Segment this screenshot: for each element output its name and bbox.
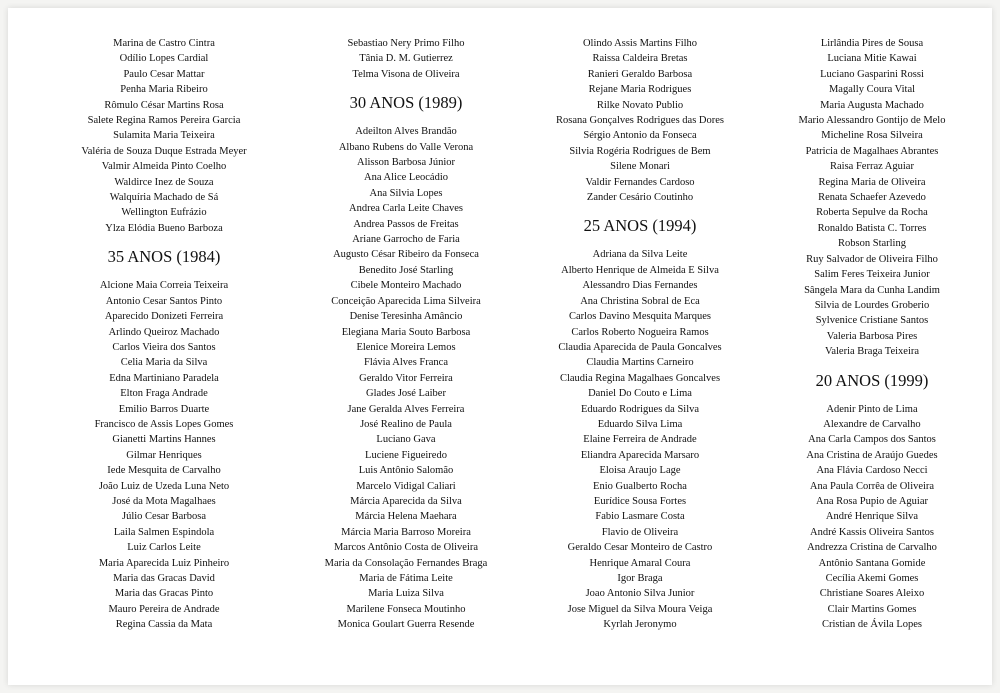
- column-1: [44, 36, 284, 633]
- name-entry: Luciana Mitie Kawai: [827, 53, 917, 65]
- name-entry: Patricia de Magalhaes Abrantes: [805, 145, 939, 157]
- name-entry: Marcelo Vidigal Caliari: [356, 480, 456, 492]
- name-entry: Antonio Cesar Santos Pinto: [105, 295, 223, 307]
- name-list: [44, 278, 284, 632]
- name-entry: Monica Goulart Guerra Resende: [337, 619, 475, 631]
- name-entry: Júlio Cesar Barbosa: [122, 511, 206, 523]
- name-entry: Flávia Alves Franca: [364, 357, 448, 369]
- name-entry: Maria da Consolação Fernandes Braga: [324, 557, 488, 569]
- name-entry: Elenice Moreira Lemos: [356, 341, 456, 353]
- name-entry: Benedito José Starling: [358, 264, 454, 276]
- name-entry: Marcos Antônio Costa de Oliveira: [333, 542, 479, 554]
- name-entry: Sérgio Antonio da Fonseca: [583, 130, 697, 142]
- name-entry: Silvia de Lourdes Groberio: [814, 299, 930, 311]
- name-entry: Luiz Carlos Leite: [127, 542, 201, 554]
- name-entry: Gilmar Henriques: [126, 449, 202, 461]
- document-page: [8, 8, 992, 685]
- name-entry: Carlos Davino Mesquita Marques: [568, 311, 712, 323]
- name-entry: Raissa Caldeira Bretas: [592, 53, 688, 65]
- name-entry: Andrea Passos de Freitas: [353, 218, 459, 230]
- name-entry: Laila Salmen Espindola: [113, 526, 215, 538]
- name-entry: Luciano Gasparini Rossi: [820, 68, 924, 80]
- name-entry: Ana Carla Campos dos Santos: [808, 434, 936, 446]
- name-entry: Maria Luiza Silva: [368, 588, 444, 600]
- name-entry: Silene Monari: [610, 161, 670, 173]
- name-entry: Mario Alessandro Gontijo de Melo: [798, 115, 946, 127]
- name-entry: Carlos Vieira dos Santos: [112, 341, 216, 353]
- name-entry: Luis Antônio Salomão: [358, 465, 454, 477]
- name-entry: Walquíria Machado de Sá: [109, 192, 219, 204]
- name-entry: Aparecido Donizeti Ferreira: [104, 311, 224, 323]
- name-entry: Valeria Barbosa Pires: [826, 330, 918, 342]
- name-entry: Ana Alice Leocádio: [364, 172, 448, 184]
- name-entry: Christiane Soares Aleixo: [819, 588, 925, 600]
- name-entry: Albano Rubens do Valle Verona: [338, 141, 474, 153]
- section-heading: 35 ANOS (1984): [107, 247, 221, 267]
- name-entry: Mauro Pereira de Andrade: [108, 603, 220, 615]
- name-entry: Rômulo César Martins Rosa: [104, 99, 224, 111]
- name-entry: Valdir Fernandes Cardoso: [585, 176, 695, 188]
- name-entry: Adeilton Alves Brandão: [355, 126, 457, 138]
- name-entry: Flavio de Oliveira: [601, 526, 679, 538]
- name-entry: Cibele Monteiro Machado: [350, 280, 462, 292]
- name-entry: Antônio Santana Gomide: [818, 557, 926, 569]
- name-entry: Márcia Maria Barroso Moreira: [341, 526, 471, 538]
- name-entry: Andrea Carla Leite Chaves: [349, 203, 463, 215]
- name-entry: Magally Coura Vital: [828, 84, 916, 96]
- name-entry: Henrique Amaral Coura: [589, 557, 691, 569]
- name-entry: Denise Teresinha Amâncio: [349, 311, 463, 323]
- name-list: [286, 124, 526, 632]
- name-entry: Salete Regina Ramos Pereira Garcia: [87, 115, 241, 127]
- name-list: [520, 247, 760, 632]
- name-entry: Alexandre de Carvalho: [823, 418, 921, 430]
- name-entry: Conceição Aparecida Lima Silveira: [331, 295, 481, 307]
- name-entry: Ronaldo Batista C. Torres: [817, 222, 927, 234]
- section-heading: 30 ANOS (1989): [349, 93, 463, 113]
- name-entry: Robson Starling: [838, 238, 906, 250]
- name-entry: Maria das Gracas Pinto: [114, 588, 214, 600]
- name-entry: Sylvenice Cristiane Santos: [815, 315, 929, 327]
- name-entry: Igor Braga: [617, 573, 663, 584]
- name-entry: Paulo Cesar Mattar: [123, 68, 205, 80]
- name-entry: Claudia Regina Magalhaes Goncalves: [559, 372, 721, 384]
- name-entry: Regina Cassia da Mata: [115, 619, 213, 631]
- name-entry: Luciano Gava: [376, 434, 436, 446]
- name-entry: Jane Geralda Alves Ferreira: [347, 403, 465, 415]
- name-entry: João Luiz de Uzeda Luna Neto: [98, 480, 230, 492]
- name-entry: Ana Cristina de Araújo Guedes: [806, 449, 938, 461]
- name-entry: Rejane Maria Rodrigues: [588, 84, 692, 96]
- column-3: [520, 36, 760, 633]
- name-entry: Maria das Gracas David: [113, 573, 215, 584]
- name-entry: José da Mota Magalhaes: [112, 495, 216, 507]
- name-entry: André Henrique Silva: [825, 511, 919, 523]
- name-entry: André Kassis Oliveira Santos: [810, 526, 934, 538]
- name-entry: Glades José Laiber: [366, 388, 446, 400]
- name-entry: Adriana da Silva Leite: [592, 249, 688, 261]
- name-entry: Márcia Helena Maehara: [355, 511, 457, 523]
- section-heading: 20 ANOS (1999): [815, 370, 929, 390]
- name-entry: Ruy Salvador de Oliveira Filho: [806, 253, 938, 265]
- name-entry: Odílio Lopes Cardial: [119, 53, 209, 65]
- name-entry: Micheline Rosa Silveira: [821, 130, 923, 142]
- name-entry: Valmir Almeida Pinto Coelho: [101, 161, 227, 173]
- name-entry: Eliandra Aparecida Marsaro: [580, 449, 700, 461]
- name-entry: Alisson Barbosa Júnior: [357, 157, 455, 169]
- name-entry: Ana Paula Corrêa de Oliveira: [809, 480, 935, 492]
- name-entry: Olindo Assis Martins Filho: [582, 38, 698, 49]
- name-entry: Wellington Eufrázio: [121, 207, 207, 219]
- name-entry: Kyrlah Jeronymo: [603, 619, 677, 631]
- name-entry: Valeria Braga Teixeira: [824, 346, 920, 358]
- name-entry: José Realino de Paula: [360, 418, 452, 430]
- name-entry: Rilke Novato Publio: [596, 99, 684, 111]
- name-entry: Raisa Ferraz Aguiar: [830, 161, 914, 173]
- name-entry: Márcia Aparecida da Silva: [350, 495, 462, 507]
- name-entry: Edna Martiniano Paradela: [109, 372, 219, 384]
- column-4: [752, 36, 992, 633]
- name-entry: Maria Augusta Machado: [820, 99, 924, 111]
- name-entry: Gianetti Martins Hannes: [112, 434, 216, 446]
- name-list: [752, 36, 992, 360]
- name-entry: Clair Martins Gomes: [827, 603, 917, 615]
- name-entry: Cristian de Ávila Lopes: [821, 619, 923, 631]
- name-entry: Sulamita Maria Teixeira: [113, 130, 215, 142]
- name-entry: Arlindo Queiroz Machado: [108, 326, 220, 338]
- name-entry: Daniel Do Couto e Lima: [588, 388, 692, 400]
- name-entry: Ana Christina Sobral de Eca: [580, 295, 700, 307]
- name-entry: Marilene Fonseca Moutinho: [346, 603, 466, 615]
- name-entry: Jose Miguel da Silva Moura Veiga: [567, 603, 713, 615]
- name-entry: Andrezza Cristina de Carvalho: [807, 542, 937, 554]
- name-entry: Maria de Fátima Leite: [359, 573, 453, 584]
- name-entry: Enio Gualberto Rocha: [593, 480, 687, 492]
- name-entry: Geraldo Cesar Monteiro de Castro: [567, 542, 713, 554]
- name-entry: Valéria de Souza Duque Estrada Meyer: [81, 145, 247, 157]
- name-entry: Luciene Figueiredo: [365, 449, 447, 461]
- name-entry: Telma Visona de Oliveira: [352, 68, 460, 80]
- section-heading: 25 ANOS (1994): [583, 216, 697, 236]
- name-entry: Marina de Castro Cintra: [113, 38, 215, 49]
- name-entry: Ranieri Geraldo Barbosa: [587, 68, 693, 80]
- name-entry: Geraldo Vitor Ferreira: [359, 372, 453, 384]
- name-entry: Elaine Ferreira de Andrade: [583, 434, 697, 446]
- name-entry: Renata Schaefer Azevedo: [818, 192, 926, 204]
- name-entry: Tânia D. M. Gutierrez: [359, 53, 453, 65]
- name-entry: Alberto Henrique de Almeida E Silva: [561, 264, 719, 276]
- name-entry: Maria Aparecida Luiz Pinheiro: [98, 557, 230, 569]
- name-entry: Lirlândia Pires de Sousa: [820, 38, 924, 49]
- name-entry: Ariane Garrocho de Faria: [352, 234, 460, 246]
- name-list: [520, 36, 760, 205]
- name-entry: Alessandro Dias Fernandes: [582, 280, 698, 292]
- name-entry: Penha Maria Ribeiro: [120, 84, 208, 96]
- name-entry: Adenir Pinto de Lima: [826, 403, 918, 415]
- name-entry: Rosana Gonçalves Rodrigues das Dores: [556, 115, 724, 127]
- name-list: [286, 36, 526, 82]
- name-entry: Claudia Martins Carneiro: [586, 357, 694, 369]
- name-entry: Ana Silvia Lopes: [369, 187, 443, 199]
- name-entry: Alcione Maia Correia Teixeira: [99, 280, 229, 292]
- name-entry: Salim Feres Teixeira Junior: [814, 269, 930, 281]
- name-entry: Waldirce Inez de Souza: [114, 176, 214, 188]
- name-entry: Ana Flávia Cardoso Necci: [816, 465, 928, 477]
- name-entry: Sângela Mara da Cunha Landim: [804, 284, 940, 296]
- name-entry: Zander Cesário Coutinho: [586, 192, 694, 204]
- name-entry: Iede Mesquita de Carvalho: [107, 465, 221, 477]
- name-list: [44, 36, 284, 236]
- name-entry: Francisco de Assis Lopes Gomes: [94, 418, 234, 430]
- name-entry: Carlos Roberto Nogueira Ramos: [571, 326, 709, 338]
- name-entry: Regina Maria de Oliveira: [818, 176, 926, 188]
- name-entry: Roberta Sepulve da Rocha: [816, 207, 928, 219]
- name-entry: Eduardo Rodrigues da Silva: [580, 403, 700, 415]
- column-2: [286, 36, 526, 633]
- name-entry: Claudia Aparecida de Paula Goncalves: [558, 341, 722, 353]
- name-entry: Celia Maria da Silva: [120, 357, 208, 369]
- name-entry: Silvia Rogéria Rodrigues de Bem: [569, 145, 711, 157]
- name-entry: Elton Fraga Andrade: [120, 388, 208, 400]
- name-list: [752, 402, 992, 633]
- name-entry: Joao Antonio Silva Junior: [585, 588, 695, 600]
- name-entry: Elegiana Maria Souto Barbosa: [341, 326, 471, 338]
- name-entry: Eurídice Sousa Fortes: [593, 495, 687, 507]
- name-entry: Cecília Akemi Gomes: [825, 573, 919, 584]
- name-entry: Fabio Lasmare Costa: [595, 511, 685, 523]
- name-entry: Ylza Elódia Bueno Barboza: [105, 222, 223, 234]
- name-entry: Ana Rosa Pupio de Aguiar: [816, 495, 928, 507]
- name-entry: Augusto César Ribeiro da Fonseca: [333, 249, 479, 261]
- name-entry: Eloisa Araujo Lage: [599, 465, 681, 477]
- name-entry: Sebastiao Nery Primo Filho: [347, 38, 465, 49]
- name-entry: Emilio Barros Duarte: [118, 403, 210, 415]
- name-entry: Eduardo Silva Lima: [597, 418, 683, 430]
